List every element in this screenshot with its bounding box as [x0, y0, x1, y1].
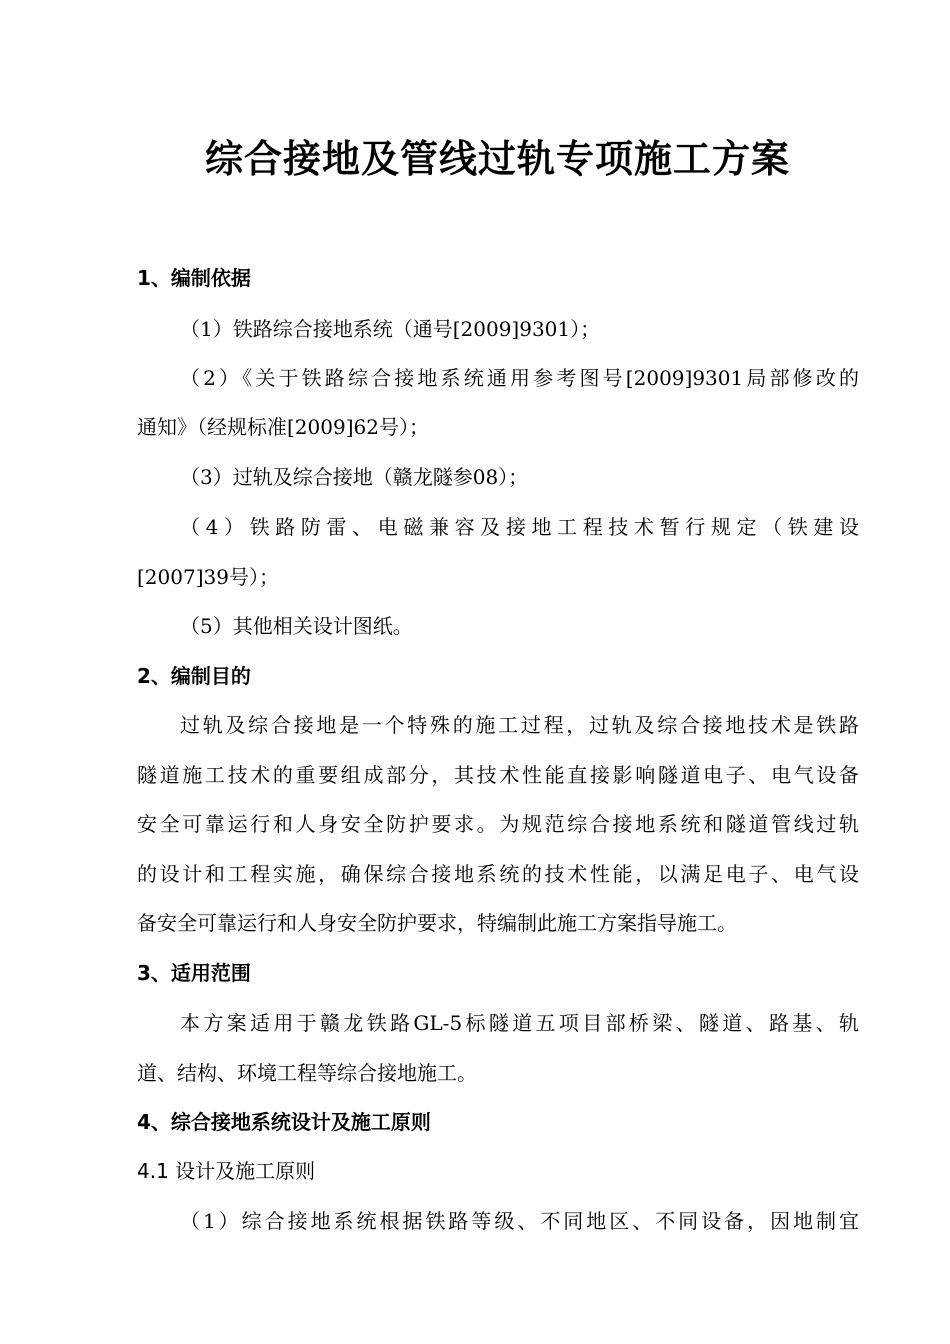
scope-line-1: 本方案适用于赣龙铁路GL-5标隧道五项目部桥梁、隧道、路基、轨 [180, 1011, 859, 1035]
principle-line-1: （1）综合接地系统根据铁路等级、不同地区、不同设备，因地制宜 [180, 1209, 859, 1233]
basis-item-3: （3）过轨及综合接地（赣龙隧参08）； [180, 465, 529, 489]
purpose-line-2: 隧道施工技术的重要组成部分，其技术性能直接影响隧道电子、电气设备 [137, 763, 859, 787]
purpose-line-5: 备安全可靠运行和人身安全防护要求，特编制此施工方案指导施工。 [137, 911, 737, 935]
section-heading-4: 4、综合接地系统设计及施工原则 [137, 1110, 431, 1134]
basis-item-4-cont: [2007]39号）； [137, 565, 279, 589]
section-heading-1: 1、编制依据 [137, 266, 251, 290]
section-heading-3: 3、适用范围 [137, 961, 251, 985]
purpose-line-4: 的设计和工程实施，确保综合接地系统的技术性能，以满足电子、电气设 [137, 862, 859, 886]
basis-item-1: （1）铁路综合接地系统（通号[2009]9301）； [180, 317, 601, 341]
purpose-line-1: 过轨及综合接地是一个特殊的施工过程，过轨及综合接地技术是铁路 [180, 713, 859, 737]
basis-item-2: （2）《关于铁路综合接地系统通用参考图号[2009]9301局部修改的 [180, 366, 859, 390]
subsection-heading-4-1: 4.1 设计及施工原则 [137, 1159, 316, 1183]
document-title: 综合接地及管线过轨专项施工方案 [204, 137, 790, 181]
scope-line-2: 道、结构、环境工程等综合接地施工。 [137, 1061, 477, 1085]
basis-item-2-cont: 通知》（经规标准[2009]62号）； [137, 415, 429, 439]
purpose-line-3: 安全可靠运行和人身安全防护要求。为规范综合接地系统和隧道管线过轨 [137, 812, 859, 836]
section-heading-2: 2、编制目的 [137, 664, 251, 688]
basis-item-4: （4）铁路防雷、电磁兼容及接地工程技术暂行规定（铁建设 [180, 515, 859, 539]
basis-item-5: （5）其他相关设计图纸。 [180, 614, 413, 638]
